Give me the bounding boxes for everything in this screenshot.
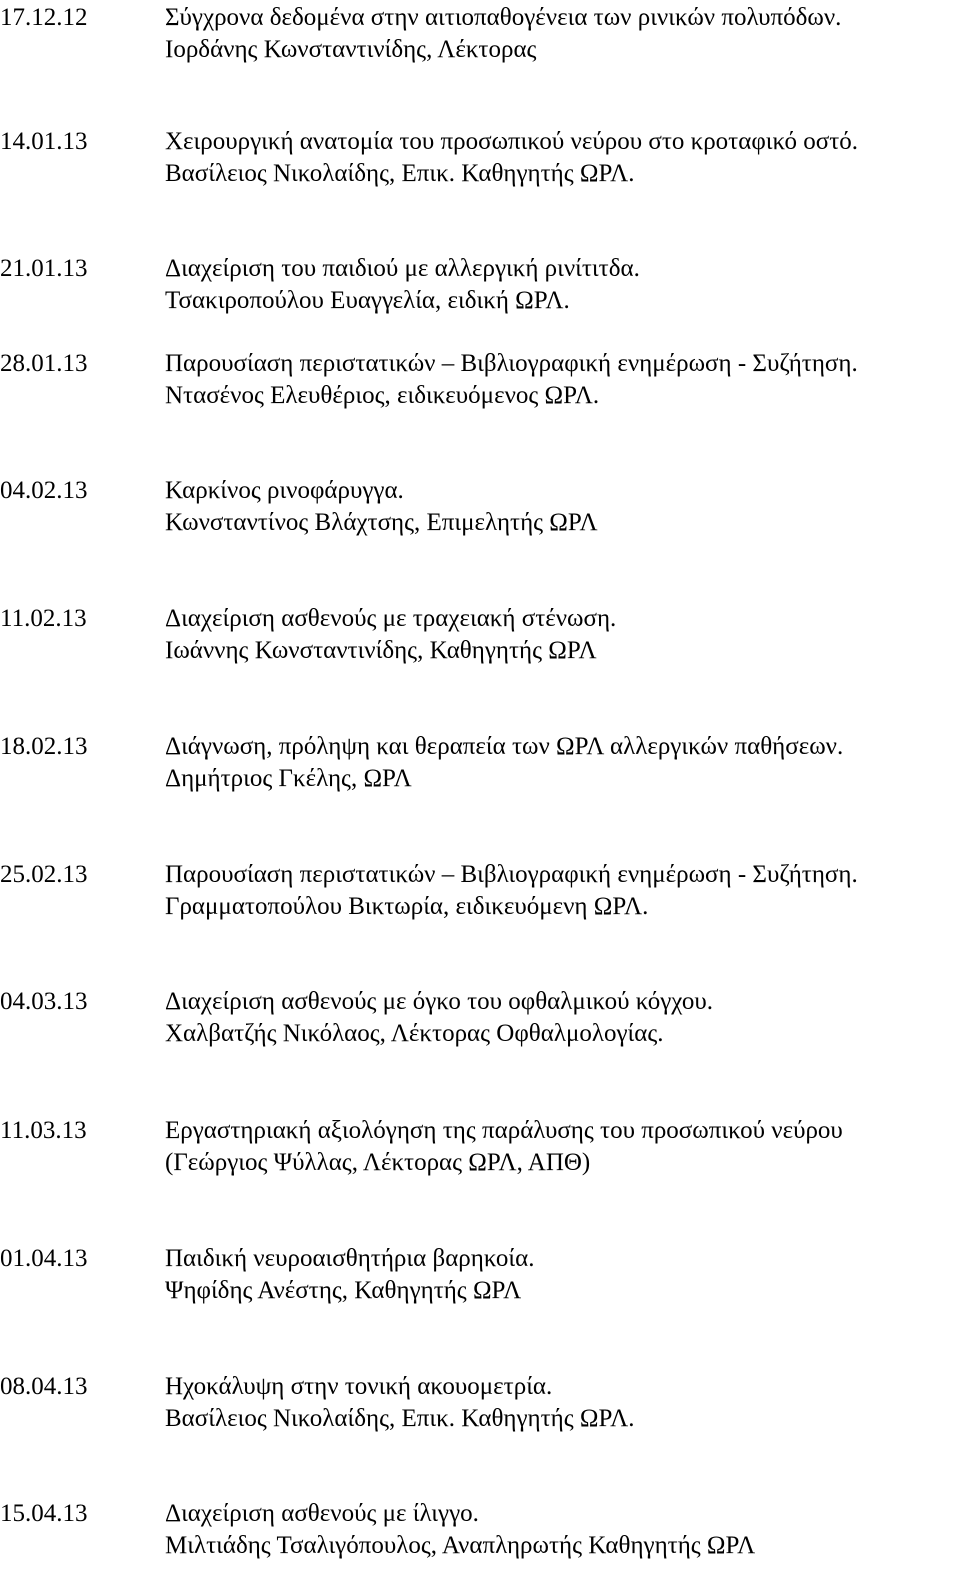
schedule-entry [0, 348, 960, 418]
schedule-entry [0, 986, 960, 1056]
entry-date: 17.12.12 [0, 4, 88, 31]
entry-title: Διαχείριση ασθενούς με ίλιγγο. [165, 1500, 479, 1527]
schedule-entry [0, 1371, 960, 1441]
entry-date: 11.02.13 [0, 605, 87, 632]
entry-title: Εργαστηριακή αξιολόγηση της παράλυσης του προσωπικού νεύρου [165, 1117, 843, 1144]
entry-title: Διαχείριση του παιδιού με αλλεργική ρινίτιτδα. [165, 255, 640, 282]
entry-title: Καρκίνος ρινοφάρυγγα. [165, 477, 404, 504]
entry-date: 01.04.13 [0, 1245, 88, 1272]
schedule-entry [0, 1243, 960, 1313]
entry-speaker: Ιωάννης Κωνσταντινίδης, Καθηγητής ΩΡΛ [165, 637, 597, 664]
entry-date: 15.04.13 [0, 1500, 88, 1527]
entry-speaker: Ντασένος Ελευθέριος, ειδικευόμενος ΩΡΛ. [165, 382, 600, 409]
entry-speaker: Βασίλειος Νικολαίδης, Επικ. Καθηγητής ΩΡΛ. [165, 160, 635, 187]
entry-title: Διαχείριση ασθενούς με όγκο του οφθαλμικού κόγχου. [165, 988, 713, 1015]
entry-speaker: Μιλτιάδης Τσαλιγόπουλος, Αναπληρωτής Καθηγητής ΩΡΛ [165, 1532, 756, 1559]
entry-title: Διαχείριση ασθενούς με τραχειακή στένωση. [165, 605, 617, 632]
schedule-entry [0, 603, 960, 673]
schedule-entry [0, 253, 960, 323]
entry-title: Παιδική νευροαισθητήρια βαρηκοία. [165, 1245, 535, 1272]
schedule-entry [0, 1115, 960, 1185]
entry-date: 04.03.13 [0, 988, 88, 1015]
entry-speaker: Γραμματοπούλου Βικτωρία, ειδικευόμενη ΩΡΛ. [165, 893, 649, 920]
entry-title: Παρουσίαση περιστατικών – Βιβλιογραφική ενημέρωση - Συζήτηση. [165, 350, 858, 377]
entry-title: Ηχοκάλυψη στην τονική ακουομετρία. [165, 1373, 553, 1400]
schedule-entry [0, 1498, 960, 1568]
entry-title: Σύγχρονα δεδομένα στην αιτιοπαθογένεια των ρινικών πολυπόδων. [165, 4, 842, 31]
entry-date: 28.01.13 [0, 350, 88, 377]
entry-speaker: Τσακιροπούλου Ευαγγελία, ειδική ΩΡΛ. [165, 287, 570, 314]
entry-speaker: Δημήτριος Γκέλης, ΩΡΛ [165, 765, 412, 792]
entry-title: Παρουσίαση περιστατικών – Βιβλιογραφική ενημέρωση - Συζήτηση. [165, 861, 858, 888]
entry-speaker: (Γεώργιος Ψύλλας, Λέκτορας ΩΡΛ, ΑΠΘ) [165, 1149, 591, 1176]
schedule-entry [0, 475, 960, 545]
schedule-entry [0, 859, 960, 929]
entry-title: Διάγνωση, πρόληψη και θεραπεία των ΩΡΛ αλλεργικών παθήσεων. [165, 733, 844, 760]
entry-speaker: Ψηφίδης Ανέστης, Καθηγητής ΩΡΛ [165, 1277, 522, 1304]
entry-date: 08.04.13 [0, 1373, 88, 1400]
entry-date: 14.01.13 [0, 128, 88, 155]
entry-date: 18.02.13 [0, 733, 88, 760]
entry-date: 25.02.13 [0, 861, 88, 888]
entry-speaker: Βασίλειος Νικολαίδης, Επικ. Καθηγητής ΩΡΛ. [165, 1405, 635, 1432]
entry-title: Χειρουργική ανατομία του προσωπικού νεύρου στο κροταφικό οστό. [165, 128, 859, 155]
entry-date: 11.03.13 [0, 1117, 87, 1144]
entry-date: 21.01.13 [0, 255, 88, 282]
schedule-entry [0, 2, 960, 72]
entry-speaker: Χαλβατζής Νικόλαος, Λέκτορας Οφθαλμολογίας. [165, 1020, 664, 1047]
entry-date: 04.02.13 [0, 477, 88, 504]
entry-speaker: Ιορδάνης Κωνσταντινίδης, Λέκτορας [165, 36, 537, 63]
schedule-entry [0, 731, 960, 801]
schedule-entry [0, 126, 960, 196]
entry-speaker: Κωνσταντίνος Βλάχτσης, Επιμελητής ΩΡΛ [165, 509, 598, 536]
